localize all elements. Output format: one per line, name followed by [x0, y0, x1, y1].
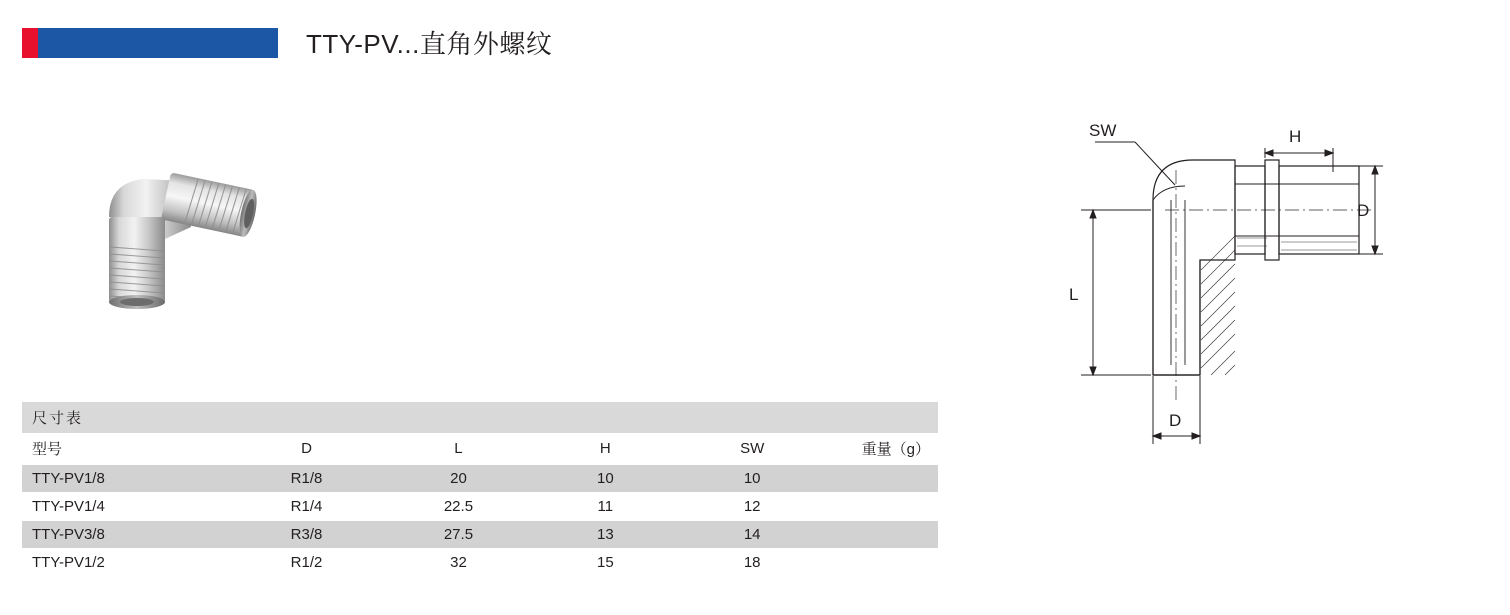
cell-sw: 10 [679, 465, 826, 493]
product-photo [95, 155, 275, 320]
cell-sw: 18 [679, 549, 826, 577]
column-header-l: L [385, 433, 532, 465]
dimension-table [22, 402, 938, 577]
table-header [22, 433, 938, 465]
cell-d: R1/4 [228, 493, 385, 521]
product-photo-image [95, 155, 275, 320]
page-title: TTY-PV...直角外螺纹 [306, 29, 553, 59]
cell-l: 20 [385, 465, 532, 493]
drawing-label-d-bottom: D [1169, 411, 1182, 430]
column-header-model: 型号 [22, 433, 228, 465]
table-header-row [22, 433, 938, 465]
header-bar-red-segment [22, 28, 38, 58]
technical-drawing-svg [1035, 100, 1455, 480]
header-color-bar [22, 28, 278, 58]
cell-h: 11 [532, 493, 679, 521]
table-row [22, 465, 938, 493]
drawing-label-h: H [1289, 127, 1302, 146]
column-header-d: D [228, 433, 385, 465]
cell-l: 32 [385, 549, 532, 577]
cell-model: TTY-PV1/2 [22, 549, 228, 577]
table-row [22, 549, 938, 577]
column-header-sw: SW [679, 433, 826, 465]
table-body [22, 465, 938, 577]
header-bar-blue-segment [38, 28, 278, 58]
drawing-label-l: L [1069, 285, 1079, 304]
technical-drawing [1035, 100, 1455, 480]
drawing-label-sw: SW [1089, 121, 1117, 140]
drawing-label-d-right: D [1357, 201, 1370, 220]
cell-sw: 12 [679, 493, 826, 521]
cell-model: TTY-PV3/8 [22, 521, 228, 549]
cell-model: TTY-PV1/4 [22, 493, 228, 521]
cell-h: 13 [532, 521, 679, 549]
cell-l: 22.5 [385, 493, 532, 521]
cell-weight [826, 493, 938, 521]
column-header-h: H [532, 433, 679, 465]
cell-weight [826, 465, 938, 493]
page-header [22, 28, 1488, 64]
cell-model: TTY-PV1/8 [22, 465, 228, 493]
cell-d: R1/8 [228, 465, 385, 493]
cell-l: 27.5 [385, 521, 532, 549]
cell-h: 10 [532, 465, 679, 493]
cell-sw: 14 [679, 521, 826, 549]
table-row [22, 521, 938, 549]
cell-weight [826, 549, 938, 577]
column-header-weight: 重量（g） [826, 433, 938, 465]
cell-d: R1/2 [228, 549, 385, 577]
cell-d: R3/8 [228, 521, 385, 549]
cell-h: 15 [532, 549, 679, 577]
table-caption: 尺寸表 [22, 402, 938, 433]
cell-weight [826, 521, 938, 549]
dimension-table-wrap [22, 402, 938, 577]
table-row [22, 493, 938, 521]
